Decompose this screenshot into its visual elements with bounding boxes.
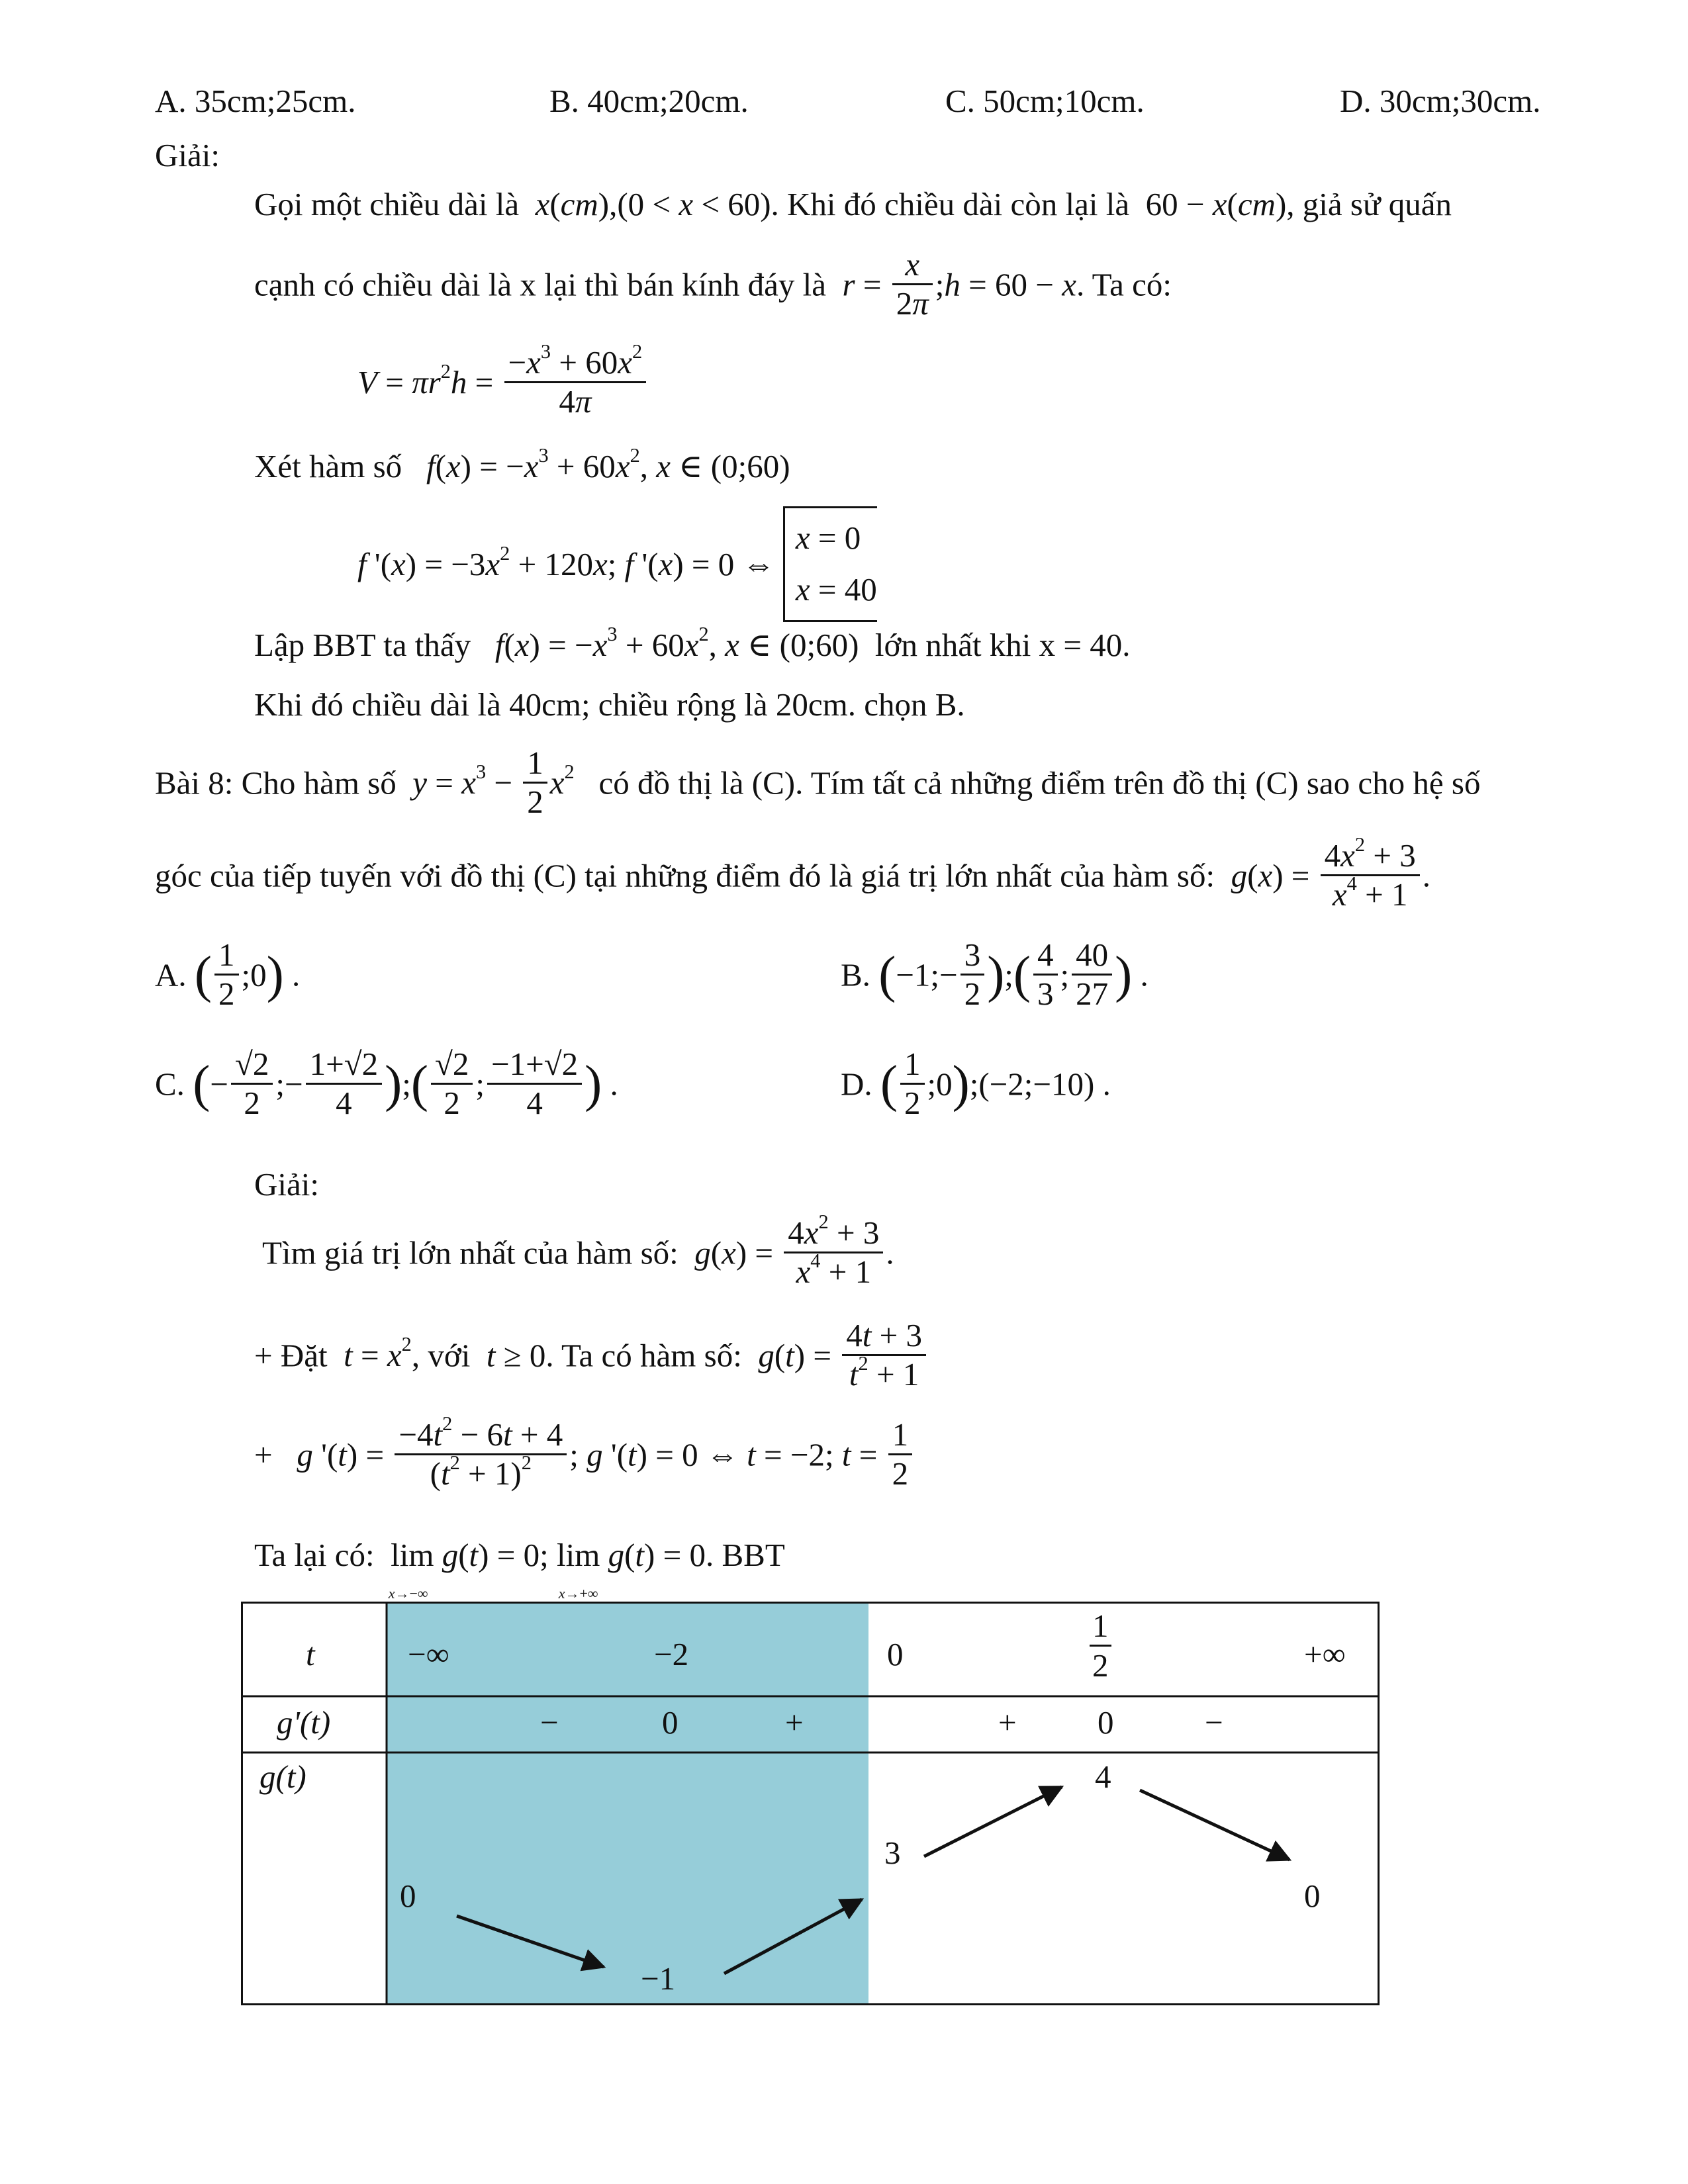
derivative-sign: + xyxy=(998,1704,1017,1741)
t-value-half: 1 2 xyxy=(1090,1610,1111,1682)
formula-x-domain: x(cm),(0 < x < 60) xyxy=(535,186,771,222)
g-value: 0 xyxy=(400,1878,416,1914)
problem8-option-b: B. (−1;− $\frac{3}{2}$ );( $\frac{4}{3}$ ; $\frac{40}{27}$ ) . xyxy=(841,936,1149,1013)
row-label-t: t xyxy=(306,1636,315,1672)
solution8-limits: Ta lại có: lim x→−∞ g(t) = 0; lim x→+∞ g(t) = 0. BBT xyxy=(254,1537,785,1602)
solution8-find-max: Tìm giá trị lớn nhất của hàm số: g(x) = $\frac{4x^2 + 3}{x^4 + 1}$ . xyxy=(262,1210,894,1291)
arrow-increase-2 xyxy=(924,1787,1062,1856)
g-value: 3 xyxy=(884,1835,901,1871)
solution8-derivative: + g '(t) = $\frac{-4t^2 - 6t + 4}{(t^2 + 1)^2}$ ; g '(t) = 0 ⇔ t = −2; t = $\frac{1}{2}$ xyxy=(254,1416,915,1493)
solution8-heading: Giải: xyxy=(254,1166,319,1203)
prev-option-c: C. 50cm;10cm. xyxy=(945,83,1145,119)
fraction-r: $\frac{x}{2\pi}$ xyxy=(892,246,933,323)
derivative-sign: 0 xyxy=(662,1704,679,1741)
arrow-decrease-1 xyxy=(457,1916,604,1967)
derivative-sign: 0 xyxy=(1098,1704,1114,1741)
prev-conclusion: Khi đó chiều dài là 40cm; chiều rộng là 20cm. chọn B. xyxy=(254,686,965,723)
row-label-g: g(t) xyxy=(259,1758,306,1795)
problem8-option-d: D. ( $\frac{1}{2}$ ;0);(−2;−10) . xyxy=(841,1046,1111,1122)
prev-option-d: D. 30cm;30cm. xyxy=(1340,83,1541,119)
prev-solution-line1: Gọi một chiều dài là x(cm),(0 < x < 60). Khi đó chiều dài còn lại là 60 − x(cm), giả sử quấn xyxy=(254,186,1452,222)
prev-lap-bbt: Lập BBT ta thấy $f(x) = -x^3 + 60x^2$, x ∈ (0;60) lớn nhất khi x = 40. xyxy=(254,623,1131,663)
derivative-sign: + xyxy=(785,1704,804,1741)
prev-solution-heading: Giải: xyxy=(155,137,220,173)
prev-derivative: f '$(x) = -3x^2 + 120x$; f '(x) = 0 ⇔ x = 0 x = 40 xyxy=(357,506,877,622)
t-value: −2 xyxy=(654,1636,689,1672)
arrow-decrease-2 xyxy=(1140,1790,1289,1860)
formula-60-minus-x: 60 − x(cm) xyxy=(1137,186,1287,222)
row-label-derivative: g'(t) xyxy=(277,1704,331,1741)
prev-function-def: Xét hàm số $f(x) = -x^3 + 60x^2$, x ∈ (0;60) xyxy=(254,444,790,484)
problem8-option-c: C. (− $\frac{√2}{2}$ ;− $\frac{1+√2}{4}$ );( $\frac{√2}{2}$ ; $\frac{-1+√2}{4}$ ) . xyxy=(155,1046,618,1122)
prev-option-b: B. 40cm;20cm. xyxy=(549,83,749,119)
t-value: +∞ xyxy=(1304,1636,1346,1672)
problem8-option-a: A. ( $\frac{1}{2}$ ;0) . xyxy=(155,936,301,1013)
g-value: −1 xyxy=(641,1960,676,1997)
problem8-intro: Bài 8: Cho hàm số $y = x^3$ − $\frac{1}{2}$ $x^2$ có đồ thị là (C). Tím tất cả những điểm trên đồ thị (C) sao cho hệ số xyxy=(155,745,1481,821)
prev-solution-line2: cạnh có chiều dài là x lại thì bán kính đáy là r = $\frac{x}{2\pi}$ ;h = 60 − x. Ta có: xyxy=(254,246,1172,322)
volume-formula: $V = \pi r^2h$ = $\frac{-x^3 + 60x^2}{4\pi}$ xyxy=(357,344,649,421)
t-value: −∞ xyxy=(408,1636,449,1672)
g-value: 0 xyxy=(1304,1878,1321,1914)
arrow-increase-1 xyxy=(724,1899,862,1974)
g-value: 4 xyxy=(1095,1758,1111,1795)
derivative-sign: − xyxy=(1205,1704,1223,1741)
derivative-sign: − xyxy=(540,1704,559,1741)
t-value: 0 xyxy=(887,1636,904,1672)
problem8-line2: góc của tiếp tuyến với đồ thị (C) tại những điểm đó là giá trị lớn nhất của hàm số: g(x) = $\frac{4x^2 + 3}{x^4 + 1}$ . xyxy=(155,833,1430,913)
prev-option-a: A. 35cm;25cm. xyxy=(155,83,356,119)
solution8-substitution: + Đặt $t = x^2$, với t ≥ 0. Ta có hàm số: g(t) = $\frac{4t + 3}{t^2 + 1}$ xyxy=(254,1317,929,1394)
